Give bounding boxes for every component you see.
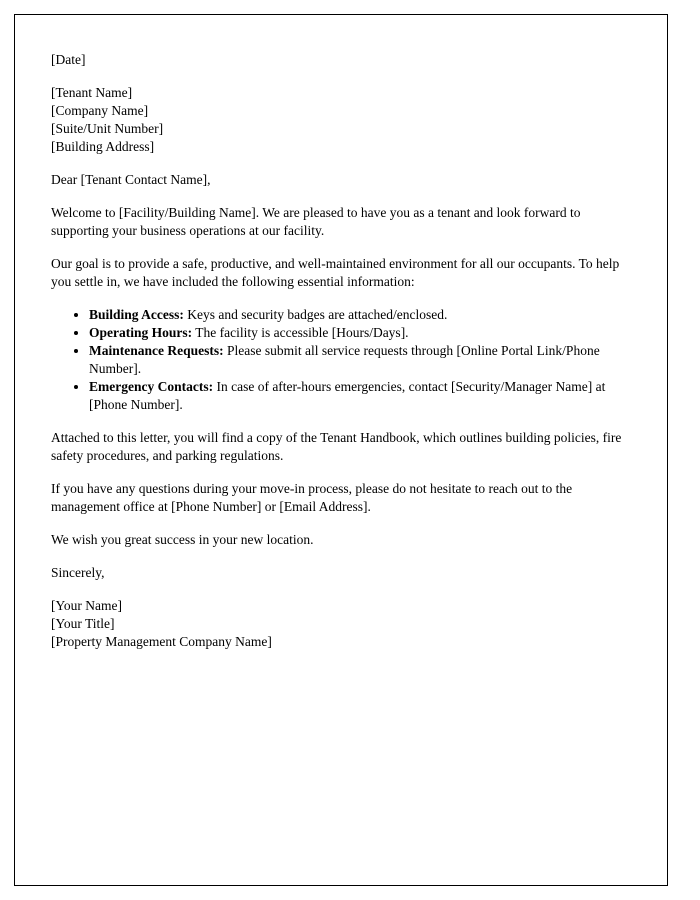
salutation: Dear [Tenant Contact Name], [51, 172, 211, 187]
signature-line-name: [Your Name] [51, 598, 122, 613]
list-item-text: The facility is accessible [Hours/Days]. [192, 325, 409, 340]
recipient-line-company-name: [Company Name] [51, 103, 149, 118]
letter-page [14, 14, 668, 886]
date-placeholder: [Date] [51, 52, 86, 67]
list-item-label: Operating Hours: [89, 325, 193, 340]
list-item-label: Maintenance Requests: [89, 343, 224, 358]
recipient-line-tenant-name: [Tenant Name] [51, 85, 133, 100]
signature-line-title: [Your Title] [51, 616, 115, 631]
recipient-line-suite-number: [Suite/Unit Number] [51, 121, 164, 136]
recipient-block [51, 84, 631, 156]
list-item-building-access [89, 306, 631, 324]
signature-line-company: [Property Management Company Name] [51, 634, 272, 649]
recipient-line-building-address: [Building Address] [51, 139, 155, 154]
list-item-operating-hours [89, 324, 631, 342]
list-item-label: Building Access: [89, 307, 184, 322]
paragraph-handbook: Attached to this letter, you will find a copy of the Tenant Handbook, which outlines building policies, fire safety procedures, and parking regulations. [51, 430, 622, 463]
list-item-text: In case of after-hours emergencies, contact [Security/Manager Name] at [Phone Number]. [89, 379, 606, 412]
paragraph-welcome: Welcome to [Facility/Building Name]. We are pleased to have you as a tenant and look forward to supporting your business operations at our facility. [51, 205, 581, 238]
list-item-maintenance-requests [89, 342, 631, 378]
list-item-text: Please submit all service requests through [Online Portal Link/Phone Number]. [89, 343, 600, 376]
paragraph-questions: If you have any questions during your move-in process, please do not hesitate to reach out to the management office at [Phone Number] or [Email Address]. [51, 481, 573, 514]
paragraph-goal: Our goal is to provide a safe, productive, and well-maintained environment for all our occupants. To help you settle in, we have included the following essential information: [51, 256, 620, 289]
list-item-text: Keys and security badges are attached/enclosed. [183, 307, 448, 322]
paragraph-wish: We wish you great success in your new location. [51, 532, 314, 547]
list-item-emergency-contacts [89, 378, 631, 414]
closing: Sincerely, [51, 565, 105, 580]
list-item-label: Emergency Contacts: [89, 379, 214, 394]
info-list [51, 306, 631, 414]
signature-block [51, 597, 631, 651]
